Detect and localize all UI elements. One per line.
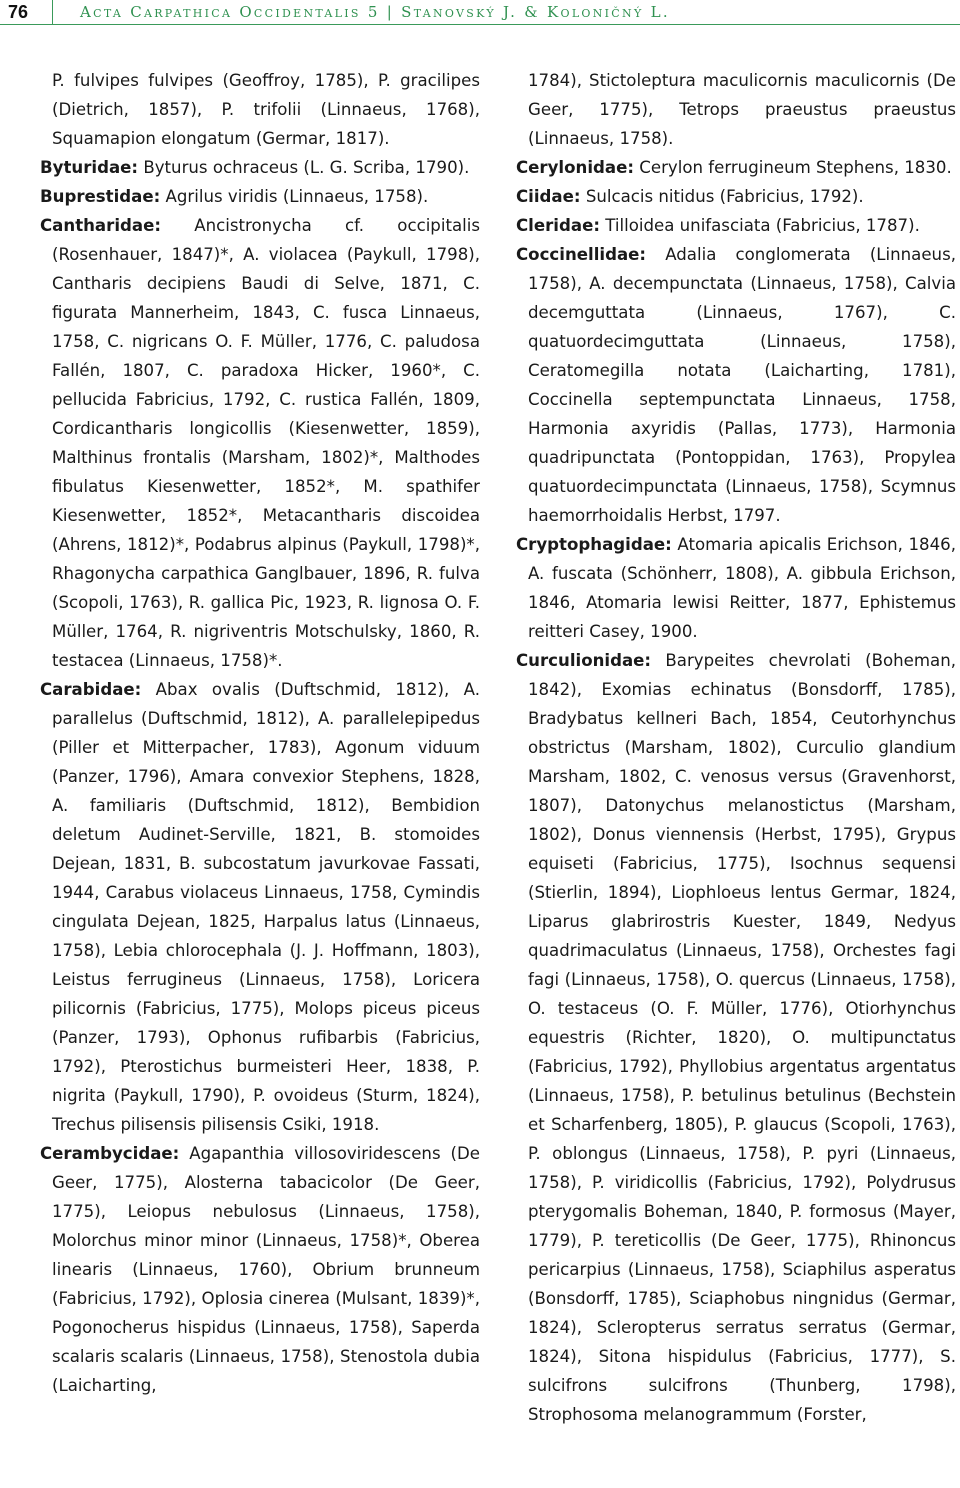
species-entry — [516, 66, 956, 153]
species-list-text: Agapanthia villosoviridescens (De Geer, 1775), Alosterna tabacicolor (De Geer, 1775), Leiopus nebulosus (Linnaeus, 1758), Molorchus minor minor (Linnaeus, 1758)*, Oberea linearis (Linnaeus, 1760), Obrium brunneum (Fabricius, 1792), Oplosia cinerea (Mulsant, 1839)*, Pogonocherus hispidus (Linnaeus, 1758), Saperda scalaris scalaris (Linnaeus, 1758), Stenostola dubia (Laicharting, — [52, 1144, 480, 1395]
family-name: Cerylonidae: — [516, 158, 634, 177]
running-title: Acta Carpathica Occidentalis 5 | Stanovský J. & Koloničný L. — [80, 3, 670, 21]
header-divider — [52, 0, 53, 25]
family-name: Buprestidae: — [40, 187, 161, 206]
species-entry — [40, 1139, 480, 1400]
species-list-text: Cerylon ferrugineum Stephens, 1830. — [639, 158, 952, 177]
species-list-text: Agrilus viridis (Linnaeus, 1758). — [165, 187, 429, 206]
family-name: Cantharidae: — [40, 216, 161, 235]
family-name: Byturidae: — [40, 158, 139, 177]
family-name: Cryptophagidae: — [516, 535, 672, 554]
species-list-text: P. fulvipes fulvipes (Geoffroy, 1785), P. gracilipes (Dietrich, 1857), P. trifolii (Linnaeus, 1768), Squamapion elongatum (Germar, 1817). — [52, 71, 480, 148]
species-list-text: Ancistronycha cf. occipitalis (Rosenhauer, 1847)*, A. violacea (Paykull, 1798), Cantharis decipiens Baudi di Selve, 1871, C. figurata Mannerheim, 1843, C. fusca Linnaeus, 1758, C. nigricans O. F. Müller, 1776, C. paludosa Fallén, 1807, C. paradoxa Hicker, 1960*, C. pellucida Fabricius, 1792, C. rustica Fallén, 1809, Cordicantharis longicollis (Kiesenwetter, 1859), Malthinus frontalis (Marsham, 1802)*, Malthodes fibulatus Kiesenwetter, 1852*, M. spathifer Kiesenwetter, 1852*, Metacantharis discoidea (Ahrens, 1812)*, Podabrus alpinus (Paykull, 1798)*, Rhagonycha carpathica Ganglbauer, 1896, R. fulva (Scopoli, 1763), R. gallica Pic, 1923, R. lignosa O. F. Müller, 1764, R. nigriventris Motschulsky, 1860, R. testacea (Linnaeus, 1758)*. — [52, 216, 480, 670]
page-header — [0, 0, 960, 25]
family-name: Cerambycidae: — [40, 1144, 180, 1163]
species-entry — [516, 240, 956, 530]
left-column — [40, 66, 480, 1400]
species-entry — [516, 182, 956, 211]
page-number: 76 — [8, 2, 29, 22]
family-name: Ciidae: — [516, 187, 581, 206]
species-list-text: Adalia conglomerata (Linnaeus, 1758), A. decempunctata (Linnaeus, 1758), Calvia decemguttata (Linnaeus, 1767), C. quatuordecimguttata (Linnaeus, 1758), Ceratomegilla notata (Laicharting, 1781), Coccinella septempunctata Linnaeus, 1758, Harmonia axyridis (Pallas, 1773), Harmonia quadripunctata (Pontoppidan, 1763), Propylea quatuordecimpunctata (Linnaeus, 1758), Scymnus haemorrhoidalis Herbst, 1797. — [528, 245, 956, 525]
species-entry — [40, 675, 480, 1139]
species-entry — [40, 66, 480, 153]
family-name: Carabidae: — [40, 680, 142, 699]
species-entry — [40, 211, 480, 675]
species-entry — [516, 211, 956, 240]
species-entry — [40, 153, 480, 182]
species-list-text: 1784), Stictoleptura maculicornis maculicornis (De Geer, 1775), Tetrops praeustus praeustus (Linnaeus, 1758). — [528, 71, 956, 148]
species-list-text: Byturus ochraceus (L. G. Scriba, 1790). — [143, 158, 470, 177]
family-name: Cleridae: — [516, 216, 600, 235]
species-list-text: Sulcacis nitidus (Fabricius, 1792). — [585, 187, 864, 206]
right-column — [516, 66, 956, 1429]
species-list-text: Tilloidea unifasciata (Fabricius, 1787). — [605, 216, 920, 235]
family-name: Coccinellidae: — [516, 245, 647, 264]
species-list-text: Barypeites chevrolati (Boheman, 1842), Exomias echinatus (Bonsdorff, 1785), Bradybatus kellneri Bach, 1854, Ceutorhynchus obstrictus (Marsham, 1802), Curculio glandium Marsham, 1802, C. venosus versus (Gravenhorst, 1807), Datonychus melanostictus (Marsham, 1802), Donus viennensis (Herbst, 1795), Grypus equiseti (Fabricius, 1775), Isochnus sequensi (Stierlin, 1894), Liophloeus lentus Germar, 1824, Liparus glabrirostris Kuester, 1849, Nedyus quadrimaculatus (Linnaeus, 1758), Orchestes fagi fagi (Linnaeus, 1758), O. quercus (Linnaeus, 1758), O. testaceus (O. F. Müller, 1776), Otiorhynchus equestris (Richter, 1820), O. multipunctatus (Fabricius, 1792), Phyllobius argentatus argentatus (Linnaeus, 1758), P. betulinus betulinus (Bechstein et Scharfenberg, 1805), P. glaucus (Scopoli, 1763), P. oblongus (Linnaeus, 1758), P. pyri (Linnaeus, 1758), P. viridicollis (Fabricius, 1792), Polydrusus pterygomalis Boheman, 1840, P. formosus (Mayer, 1779), P. tereticollis (De Geer, 1775), Rhinoncus pericarpius (Linnaeus, 1758), Sciaphilus asperatus (Bonsdorff, 1785), Sciaphobus ningnidus (Germar, 1824), Scleropterus serratus serratus (Germar, 1824), Sitona hispidulus (Fabricius, 1777), S. sulcifrons sulcifrons (Thunberg, 1798), Strophosoma melanogrammum (Forster, — [528, 651, 956, 1424]
species-entry — [516, 153, 956, 182]
family-name: Curculionidae: — [516, 651, 652, 670]
species-list-text: Abax ovalis (Duftschmid, 1812), A. parallelus (Duftschmid, 1812), A. parallelepipedus (Piller et Mitterpacher, 1783), Agonum viduum (Panzer, 1796), Amara convexior Stephens, 1828, A. familiaris (Duftschmid, 1812), Bembidion deletum Audinet-Serville, 1821, B. stomoides Dejean, 1831, B. subcostatum javurkovae Fassati, 1944, Carabus violaceus Linnaeus, 1758, Cymindis cingulata Dejean, 1825, Harpalus latus (Linnaeus, 1758), Lebia chlorocephala (J. J. Hoffmann, 1803), Leistus ferrugineus (Linnaeus, 1758), Loricera pilicornis (Fabricius, 1775), Molops piceus piceus (Panzer, 1793), Ophonus rufibarbis (Fabricius, 1792), Pterostichus burmeisteri Heer, 1838, P. nigrita (Paykull, 1790), P. ovoideus (Sturm, 1824), Trechus pilisensis pilisensis Csiki, 1918. — [52, 680, 481, 1134]
species-entry — [516, 530, 956, 646]
species-list-text: Atomaria apicalis Erichson, 1846, A. fuscata (Schönherr, 1808), A. gibbula Erichson, 1846, Atomaria lewisi Reitter, 1877, Ephistemus reitteri Casey, 1900. — [528, 535, 956, 641]
species-entry — [516, 646, 956, 1429]
species-entry — [40, 182, 480, 211]
